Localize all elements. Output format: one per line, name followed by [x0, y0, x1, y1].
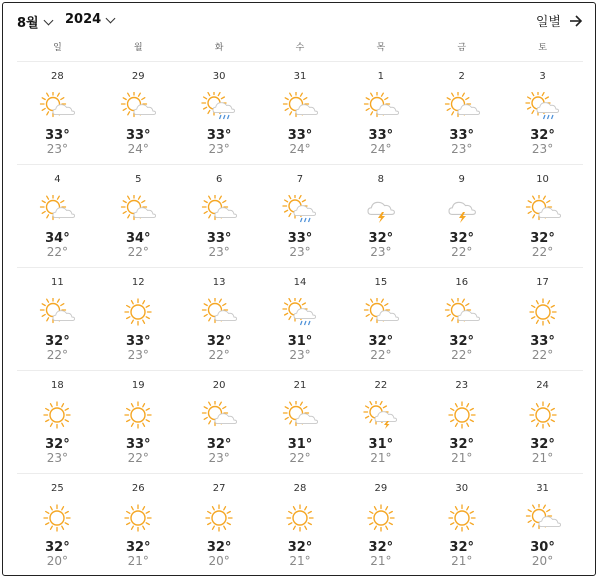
- day-cell[interactable]: [98, 268, 179, 370]
- day-cell[interactable]: [340, 268, 421, 370]
- high-temp: 32°: [368, 540, 394, 555]
- weekday-label: 화: [214, 43, 224, 53]
- partly-cloudy-icon: [442, 298, 482, 326]
- high-temp: 33°: [287, 128, 313, 143]
- day-cell[interactable]: [340, 62, 421, 164]
- partly-cloudy-icon: [523, 504, 563, 532]
- high-temp: 33°: [368, 128, 394, 143]
- partly-cloudy-icon: [118, 195, 158, 223]
- low-temp: 20°: [46, 554, 69, 568]
- day-cell[interactable]: [421, 62, 502, 164]
- day-cell[interactable]: [179, 474, 260, 576]
- sunny-icon: [361, 504, 401, 532]
- day-cell[interactable]: [340, 371, 421, 473]
- day-date: 8: [377, 174, 385, 185]
- weekday-label: 월: [133, 43, 143, 53]
- sun-rain-icon: [280, 298, 320, 326]
- day-cell[interactable]: [421, 474, 502, 576]
- month-selector[interactable]: [17, 12, 60, 31]
- high-temp: 33°: [125, 128, 151, 143]
- day-date: 15: [374, 277, 388, 288]
- low-temp: 21°: [451, 554, 473, 568]
- thunderstorm-icon: [361, 195, 401, 223]
- day-cell[interactable]: [17, 474, 98, 576]
- high-temp: 32°: [45, 437, 70, 452]
- high-temp: 34°: [45, 231, 70, 246]
- day-date: 22: [374, 380, 388, 391]
- thunderstorm-icon: [442, 195, 482, 223]
- week-row: [17, 267, 583, 370]
- low-temp: 23°: [289, 348, 311, 362]
- day-date: 30: [455, 483, 469, 494]
- day-date: 29: [131, 71, 145, 82]
- low-temp: 23°: [370, 245, 392, 259]
- day-date: 31: [293, 71, 307, 82]
- partly-cloudy-icon: [280, 92, 320, 120]
- day-date: 30: [212, 71, 226, 82]
- day-cell[interactable]: [17, 268, 98, 370]
- sunny-icon: [523, 298, 563, 326]
- high-temp: 32°: [125, 540, 151, 555]
- high-temp: 33°: [287, 231, 313, 246]
- low-temp: 22°: [127, 451, 149, 465]
- low-temp: 22°: [46, 348, 69, 362]
- day-date: 1: [377, 71, 385, 82]
- day-date: 28: [51, 71, 64, 82]
- low-temp: 23°: [127, 348, 149, 362]
- high-temp: 32°: [45, 540, 70, 555]
- partly-cloudy-icon: [361, 92, 401, 120]
- low-temp: 21°: [451, 451, 473, 465]
- low-temp: 23°: [208, 451, 230, 465]
- day-cell[interactable]: [260, 62, 341, 164]
- day-date: 6: [215, 174, 223, 185]
- sun-rain-icon: [280, 195, 320, 223]
- week-row: [17, 473, 583, 576]
- day-cell[interactable]: [502, 474, 583, 576]
- day-cell[interactable]: [340, 474, 421, 576]
- day-date: 9: [458, 174, 465, 185]
- low-temp: 24°: [289, 142, 311, 156]
- day-cell[interactable]: [17, 371, 98, 473]
- day-cell[interactable]: [17, 165, 98, 267]
- sun-rain-icon: [523, 92, 563, 120]
- high-temp: 33°: [206, 231, 232, 246]
- low-temp: 23°: [451, 142, 473, 156]
- high-temp: 33°: [449, 128, 474, 143]
- sun-rain-icon: [199, 92, 239, 120]
- high-temp: 32°: [206, 540, 232, 555]
- chevron-down-icon: [43, 15, 53, 25]
- high-temp: 31°: [287, 437, 313, 452]
- partly-cloudy-icon: [199, 195, 239, 223]
- low-temp: 23°: [289, 245, 311, 259]
- low-temp: 22°: [46, 245, 69, 259]
- calendar-header: [3, 3, 595, 37]
- day-date: 16: [455, 277, 469, 288]
- day-cell[interactable]: [17, 62, 98, 164]
- sunny-icon: [442, 504, 482, 532]
- low-temp: 21°: [370, 554, 392, 568]
- low-temp: 24°: [127, 142, 149, 156]
- partly-cloudy-icon: [523, 195, 563, 223]
- high-temp: 32°: [449, 437, 474, 452]
- high-temp: 32°: [45, 334, 70, 349]
- low-temp: 20°: [208, 554, 230, 568]
- day-date: 12: [131, 277, 145, 288]
- day-date: 31: [536, 483, 549, 494]
- high-temp: 31°: [287, 334, 313, 349]
- partly-cloudy-icon: [118, 92, 158, 120]
- partly-cloudy-icon: [199, 298, 239, 326]
- sunny-icon: [118, 401, 158, 429]
- high-temp: 34°: [125, 231, 151, 246]
- high-temp: 33°: [206, 128, 232, 143]
- day-date: 21: [293, 380, 307, 391]
- high-temp: 32°: [449, 334, 474, 349]
- day-cell[interactable]: [260, 165, 341, 267]
- day-cell[interactable]: [502, 165, 583, 267]
- daily-view-button[interactable]: [536, 11, 583, 30]
- high-temp: 32°: [530, 128, 555, 143]
- day-cell[interactable]: [98, 165, 179, 267]
- high-temp: 33°: [125, 334, 151, 349]
- high-temp: 33°: [530, 334, 555, 349]
- high-temp: 32°: [449, 540, 474, 555]
- week-row: [17, 164, 583, 267]
- day-date: 13: [212, 277, 226, 288]
- calendar-grid: [17, 61, 583, 576]
- high-temp: 31°: [368, 437, 394, 452]
- arrow-right-icon: [569, 15, 583, 27]
- weekday-header: [17, 39, 583, 57]
- sunny-icon: [37, 504, 77, 532]
- day-date: 2: [458, 71, 465, 82]
- day-cell[interactable]: [98, 371, 179, 473]
- high-temp: 32°: [287, 540, 313, 555]
- day-cell[interactable]: [260, 474, 341, 576]
- low-temp: 22°: [127, 245, 149, 259]
- sunny-icon: [118, 298, 158, 326]
- day-cell[interactable]: [502, 62, 583, 164]
- high-temp: 33°: [45, 128, 70, 143]
- weekday-label: 목: [376, 43, 386, 53]
- high-temp: 32°: [449, 231, 474, 246]
- low-temp: 22°: [531, 348, 554, 362]
- partly-cloudy-icon: [361, 298, 401, 326]
- sunny-icon: [523, 401, 563, 429]
- year-label: 2024: [65, 12, 102, 27]
- day-date: 7: [296, 174, 304, 185]
- day-cell[interactable]: [502, 371, 583, 473]
- chevron-down-icon: [106, 13, 116, 23]
- high-temp: 33°: [125, 437, 151, 452]
- day-cell[interactable]: [260, 268, 341, 370]
- sunny-icon: [280, 504, 320, 532]
- weekday-label: 금: [457, 43, 467, 53]
- low-temp: 22°: [531, 245, 554, 259]
- week-row: [17, 61, 583, 164]
- day-date: 17: [536, 277, 549, 288]
- day-date: 19: [131, 380, 145, 391]
- low-temp: 22°: [289, 451, 311, 465]
- day-cell[interactable]: [421, 371, 502, 473]
- sunny-icon: [199, 504, 239, 532]
- weekday-label: 수: [295, 43, 305, 53]
- day-date: 23: [455, 380, 469, 391]
- high-temp: 32°: [206, 437, 232, 452]
- day-cell[interactable]: [260, 371, 341, 473]
- low-temp: 23°: [208, 142, 230, 156]
- low-temp: 22°: [451, 348, 473, 362]
- high-temp: 32°: [530, 437, 555, 452]
- day-date: 11: [51, 277, 64, 288]
- day-date: 3: [539, 71, 546, 82]
- low-temp: 24°: [370, 142, 392, 156]
- low-temp: 22°: [370, 348, 392, 362]
- low-temp: 23°: [531, 142, 554, 156]
- day-cell[interactable]: [421, 165, 502, 267]
- daily-view-label: 일별: [535, 15, 561, 30]
- weekday-label: 일: [53, 43, 62, 53]
- partly-cloudy-icon: [37, 195, 77, 223]
- day-date: 10: [536, 174, 549, 185]
- sunny-icon: [118, 504, 158, 532]
- low-temp: 21°: [370, 451, 392, 465]
- partly-cloudy-icon: [37, 298, 77, 326]
- day-date: 14: [293, 277, 307, 288]
- low-temp: 23°: [46, 451, 69, 465]
- high-temp: 32°: [368, 231, 394, 246]
- low-temp: 21°: [289, 554, 311, 568]
- low-temp: 21°: [127, 554, 149, 568]
- low-temp: 21°: [531, 451, 554, 465]
- day-cell[interactable]: [179, 165, 260, 267]
- partly-cloudy-icon: [199, 401, 239, 429]
- day-cell[interactable]: [502, 268, 583, 370]
- day-date: 18: [51, 380, 64, 391]
- partly-cloudy-icon: [280, 401, 320, 429]
- high-temp: 30°: [530, 540, 555, 555]
- day-date: 29: [374, 483, 388, 494]
- sun-thunder-icon: [361, 401, 401, 429]
- day-cell[interactable]: [179, 371, 260, 473]
- day-cell[interactable]: [421, 268, 502, 370]
- year-selector[interactable]: [65, 12, 122, 27]
- day-date: 25: [51, 483, 64, 494]
- low-temp: 20°: [531, 554, 554, 568]
- partly-cloudy-icon: [442, 92, 482, 120]
- sunny-icon: [442, 401, 482, 429]
- day-cell[interactable]: [98, 474, 179, 576]
- day-cell[interactable]: [98, 62, 179, 164]
- day-date: 4: [54, 174, 61, 185]
- low-temp: 23°: [208, 245, 230, 259]
- day-date: 20: [212, 380, 226, 391]
- day-date: 5: [135, 174, 142, 185]
- weekday-label: 토: [538, 43, 547, 53]
- high-temp: 32°: [530, 231, 555, 246]
- day-date: 24: [536, 380, 549, 391]
- high-temp: 32°: [206, 334, 232, 349]
- sunny-icon: [37, 401, 77, 429]
- week-row: [17, 370, 583, 473]
- low-temp: 22°: [451, 245, 473, 259]
- calendar-panel: [2, 2, 596, 576]
- high-temp: 32°: [368, 334, 394, 349]
- day-date: 26: [131, 483, 145, 494]
- low-temp: 22°: [208, 348, 230, 362]
- month-label: 8월: [17, 16, 39, 31]
- partly-cloudy-icon: [37, 92, 77, 120]
- day-cell[interactable]: [340, 165, 421, 267]
- day-date: 27: [212, 483, 226, 494]
- day-cell[interactable]: [179, 62, 260, 164]
- day-cell[interactable]: [179, 268, 260, 370]
- low-temp: 23°: [46, 142, 69, 156]
- day-date: 28: [293, 483, 307, 494]
